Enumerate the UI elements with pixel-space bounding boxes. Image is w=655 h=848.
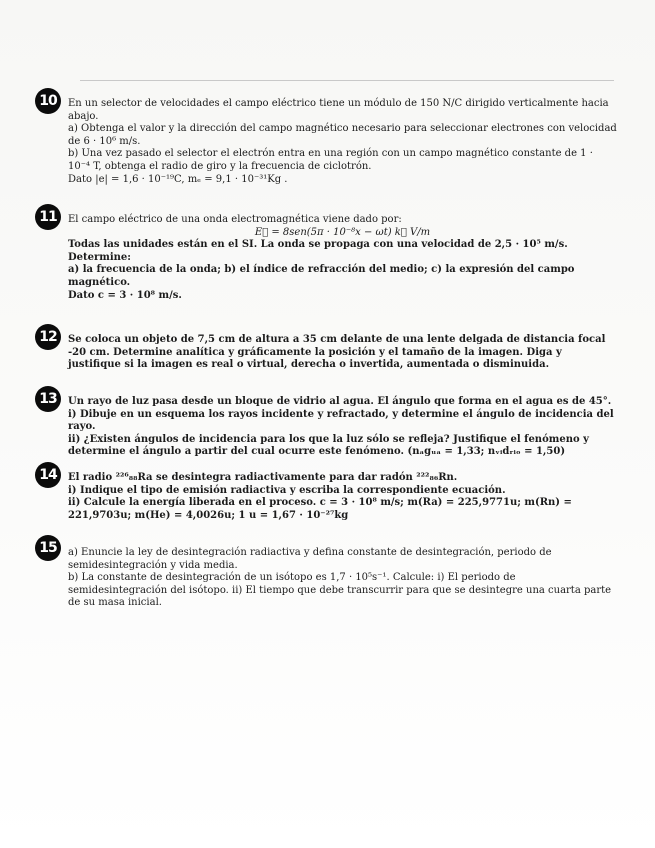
problem-text: b) Una vez pasado el selector el electrón entra en una región con un campo magnético constante de 1 · 10⁻⁴ T, obtenga el radio de giro y la frecuencia de ciclotrón. xyxy=(68,148,593,172)
problem-text: a) Obtenga el valor y la dirección del campo magnético necesario para seleccionar electrones con velocidad de 6 · 10⁶ m/s. xyxy=(68,123,617,147)
problem-text: El radio ²²⁶₈₈Ra se desintegra radiactivamente para dar radón ²²²₈₆Rn. xyxy=(68,472,458,483)
problem-text: i) Dibuje en un esquema los rayos incidente y refractado, y determine el ángulo de incidencia del rayo. xyxy=(68,408,614,433)
problem-12 xyxy=(35,324,617,372)
problem-number-badge: 13 xyxy=(35,386,61,412)
problem-text: ii) Calcule la energía liberada en el proceso. c = 3 · 10⁸ m/s; m(Ra) = 225,9771u; m(Rn) = 221,9703u; m(He) = 4,0026u; 1 u = 1,67 · 10⁻²⁷kg xyxy=(68,497,572,521)
problem-10 xyxy=(35,88,617,186)
problem-text: Todas las unidades están en el SI. La onda se propaga con una velocidad de 2,5 · 10⁵ m/s. Determine: xyxy=(68,239,568,263)
problem-15 xyxy=(35,535,617,610)
problem-body xyxy=(68,88,617,186)
top-rule xyxy=(80,80,614,81)
problem-number-badge: 10 xyxy=(35,88,61,114)
problem-data: Dato |e| = 1,6 · 10⁻¹⁹C, mₑ = 9,1 · 10⁻³¹Kg . xyxy=(68,173,288,185)
problem-text: ii) ¿Existen ángulos de incidencia para los que la luz sólo se refleja? Justifique el fenómeno y determine el ángulo a partir del cual ocurre este fenómeno. (nₐgᵤₐ = 1,33; nᵥᵢdᵣᵢₒ = 1,50) xyxy=(68,433,589,458)
problem-14 xyxy=(35,462,617,522)
problem-text: a) Enuncie la ley de desintegración radiactiva y defina constante de desintegración, periodo de semidesintegración y vida media. xyxy=(68,547,552,571)
problem-intro: El campo eléctrico de una onda electromagnética viene dado por: xyxy=(68,214,402,225)
problem-data: Dato c = 3 · 10⁸ m/s. xyxy=(68,289,182,301)
problem-text: b) La constante de desintegración de un isótopo es 1,7 · 10⁵s⁻¹. Calcule: i) El periodo de semidesintegración del isótopo. ii) El tiempo que debe transcurrir para que se desintegre una cuarta parte de su masa inicial. xyxy=(68,572,612,609)
problem-body xyxy=(68,462,617,522)
problem-number-badge: 12 xyxy=(35,324,61,350)
problem-11 xyxy=(35,204,617,302)
wave-equation: E⃗ = 8sen(5π · 10⁻⁸x − ωt) k⃗ V/m xyxy=(254,226,431,238)
problem-body xyxy=(68,204,617,302)
problem-number-badge: 15 xyxy=(35,535,61,561)
problem-body xyxy=(68,386,617,459)
problem-body xyxy=(68,324,617,372)
problem-text: En un selector de velocidades el campo eléctrico tiene un módulo de 150 N/C dirigido verticalmente hacia abajo. xyxy=(68,98,609,122)
problem-text: i) Indique el tipo de emisión radiactiva y escriba la correspondiente ecuación. xyxy=(68,484,506,496)
problem-text: a) la frecuencia de la onda; b) el índice de refracción del medio; c) la expresión del campo magnético. xyxy=(68,264,575,288)
problem-text: Se coloca un objeto de 7,5 cm de altura a 35 cm delante de una lente delgada de distancia focal -20 cm. Determine analítica y gráficamente la posición y el tamaño de la imagen. Diga y justifique si la imagen es real o virtual, derecha o invertida, aumentada o disminuida. xyxy=(68,334,606,371)
problem-body xyxy=(68,535,617,610)
problem-number-badge: 14 xyxy=(35,462,61,488)
problem-number-badge: 11 xyxy=(35,204,61,230)
problem-text: Un rayo de luz pasa desde un bloque de vidrio al agua. El ángulo que forma en el agua es de 45°. xyxy=(68,396,612,407)
problem-13 xyxy=(35,386,617,459)
